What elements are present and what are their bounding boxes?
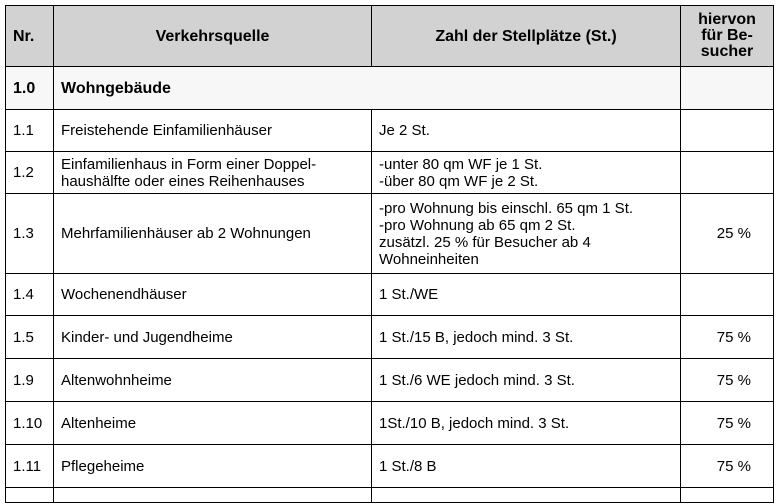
row-spaces: 1 St./15 B, jedoch mind. 3 St. bbox=[372, 316, 681, 359]
header-nr: Nr. bbox=[6, 6, 54, 67]
row-visitors bbox=[681, 110, 774, 152]
row-visitors: 75 % bbox=[681, 402, 774, 445]
section-title: Wohngebäude bbox=[54, 67, 372, 110]
table-row bbox=[6, 359, 774, 402]
row-source: Einfamilienhaus in Form einer Doppel- haushälfte oder eines Reihenhauses bbox=[54, 152, 372, 194]
parking-spaces-table bbox=[5, 5, 774, 503]
row-source: Altenwohnheime bbox=[54, 359, 372, 402]
row-source: Altenheime bbox=[54, 402, 372, 445]
section-nr: 1.0 bbox=[6, 67, 54, 110]
row-spaces: Je 2 St. bbox=[372, 110, 681, 152]
row-visitors: 75 % bbox=[681, 359, 774, 402]
row-visitors bbox=[681, 488, 774, 503]
table-row bbox=[6, 445, 774, 488]
row-source: Mehrfamilienhäuser ab 2 Wohnungen bbox=[54, 194, 372, 274]
row-nr: 1.1 bbox=[6, 110, 54, 152]
row-nr bbox=[6, 488, 54, 503]
row-spaces: -unter 80 qm WF je 1 St. -über 80 qm WF je 2 St. bbox=[372, 152, 681, 194]
table-row bbox=[6, 316, 774, 359]
row-spaces bbox=[372, 488, 681, 503]
table-row bbox=[6, 194, 774, 274]
row-source: Pflegeheime bbox=[54, 445, 372, 488]
row-source bbox=[54, 488, 372, 503]
section-filler bbox=[372, 67, 681, 110]
header-source: Verkehrsquelle bbox=[54, 6, 372, 67]
row-nr: 1.9 bbox=[6, 359, 54, 402]
header-spaces: Zahl der Stellplätze (St.) bbox=[372, 6, 681, 67]
row-nr: 1.3 bbox=[6, 194, 54, 274]
table-row bbox=[6, 152, 774, 194]
row-nr: 1.2 bbox=[6, 152, 54, 194]
row-source: Kinder- und Jugendheime bbox=[54, 316, 372, 359]
row-nr: 1.11 bbox=[6, 445, 54, 488]
row-source: Freistehende Einfamilienhäuser bbox=[54, 110, 372, 152]
row-nr: 1.10 bbox=[6, 402, 54, 445]
row-spaces: 1 St./8 B bbox=[372, 445, 681, 488]
table-row bbox=[6, 110, 774, 152]
row-spaces: -pro Wohnung bis einschl. 65 qm 1 St. -pro Wohnung ab 65 qm 2 St. zusätzl. 25 % für Besucher ab 4 Wohneinheiten bbox=[372, 194, 681, 274]
table-row bbox=[6, 402, 774, 445]
table-row bbox=[6, 274, 774, 316]
table-row-partial bbox=[6, 488, 774, 503]
header-visitors: hiervon für Be- sucher bbox=[681, 6, 774, 67]
row-spaces: 1 St./6 WE jedoch mind. 3 St. bbox=[372, 359, 681, 402]
table-header-row bbox=[6, 6, 774, 67]
row-visitors bbox=[681, 274, 774, 316]
row-nr: 1.5 bbox=[6, 316, 54, 359]
row-nr: 1.4 bbox=[6, 274, 54, 316]
row-visitors: 75 % bbox=[681, 445, 774, 488]
row-visitors bbox=[681, 152, 774, 194]
row-spaces: 1St./10 B, jedoch mind. 3 St. bbox=[372, 402, 681, 445]
section-row bbox=[6, 67, 774, 110]
row-spaces: 1 St./WE bbox=[372, 274, 681, 316]
row-visitors: 25 % bbox=[681, 194, 774, 274]
section-visitors-cell bbox=[681, 67, 774, 110]
row-source: Wochenendhäuser bbox=[54, 274, 372, 316]
row-visitors: 75 % bbox=[681, 316, 774, 359]
